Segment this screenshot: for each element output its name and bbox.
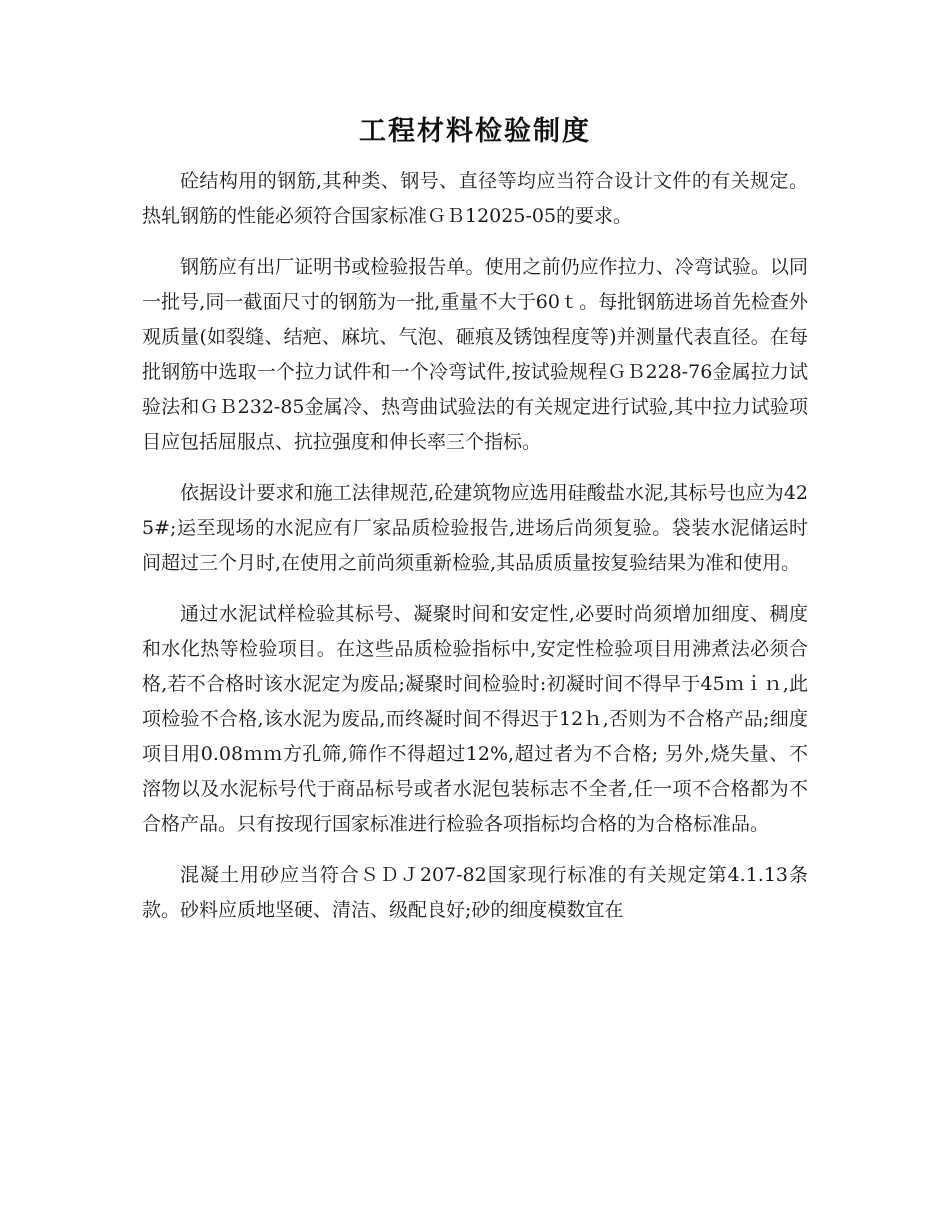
paragraph-rebar-testing: 钢筋应有出厂证明书或检验报告单。使用之前仍应作拉力、冷弯试验。以同一批号,同一截面尺寸的钢筋为一批,重量不大于60ｔ。每批钢筋进场首先检查外观质量(如裂缝、结疤、麻坑、气泡、砸痕及锈蚀程度等)并测量代表直径。在每批钢筋中选取一个拉力试件和一个冷弯试件,按试验规程ＧＢ228-76金属拉力试验法和ＧＢ232-85金属冷、热弯曲试验法的有关规定进行试验,其中拉力试验项目应包括屈服点、抗拉强度和伸长率三个指标。 (142, 256, 808, 453)
document-body (142, 164, 808, 944)
paragraph-sand-specs: 混凝土用砂应当符合ＳＤＪ207-82国家现行标准的有关规定第4.1.13条款。砂料应质地坚硬、清洁、级配良好;砂的细度模数宜在 (142, 864, 808, 921)
paragraph-cement-testing: 通过水泥试样检验其标号、凝聚时间和安定性,必要时尚须增加细度、稠度和水化热等检验项目。在这些品质检验指标中,安定性检验项目用沸煮法必须合格,若不合格时该水泥定为废品;凝聚时间检验时:初凝时间不得早于45ｍｉｎ,此项检验不合格,该水泥为废品,而终凝时间不得迟于12ｈ,否则为不合格产品;细度项目用0.08ｍｍ方孔筛,筛作不得超过12%,超过者为不合格; 另外,烧失量、不溶物以及水泥标号代于商品标号或者水泥包装标志不全者,任一项不合格都为不合格产品。只有按现行国家标准进行检验各项指标均合格的为合格标准品。 (142, 603, 808, 835)
paragraph-cement-selection: 依据设计要求和施工法律规范,砼建筑物应选用硅酸盐水泥,其标号也应为425#;运至现场的水泥应有厂家品质检验报告,进场后尚须复验。袋装水泥储运时间超过三个月时,在使用之前尚须重新检验,其品质质量按复验结果为准和使用。 (142, 482, 808, 574)
paragraph-rebar-specs: 砼结构用的钢筋,其种类、钢号、直径等均应当符合设计文件的有关规定。热轧钢筋的性能必须符合国家标准ＧＢ12025-05的要求。 (142, 170, 808, 227)
document-title: 工程材料检验制度 (359, 116, 591, 147)
